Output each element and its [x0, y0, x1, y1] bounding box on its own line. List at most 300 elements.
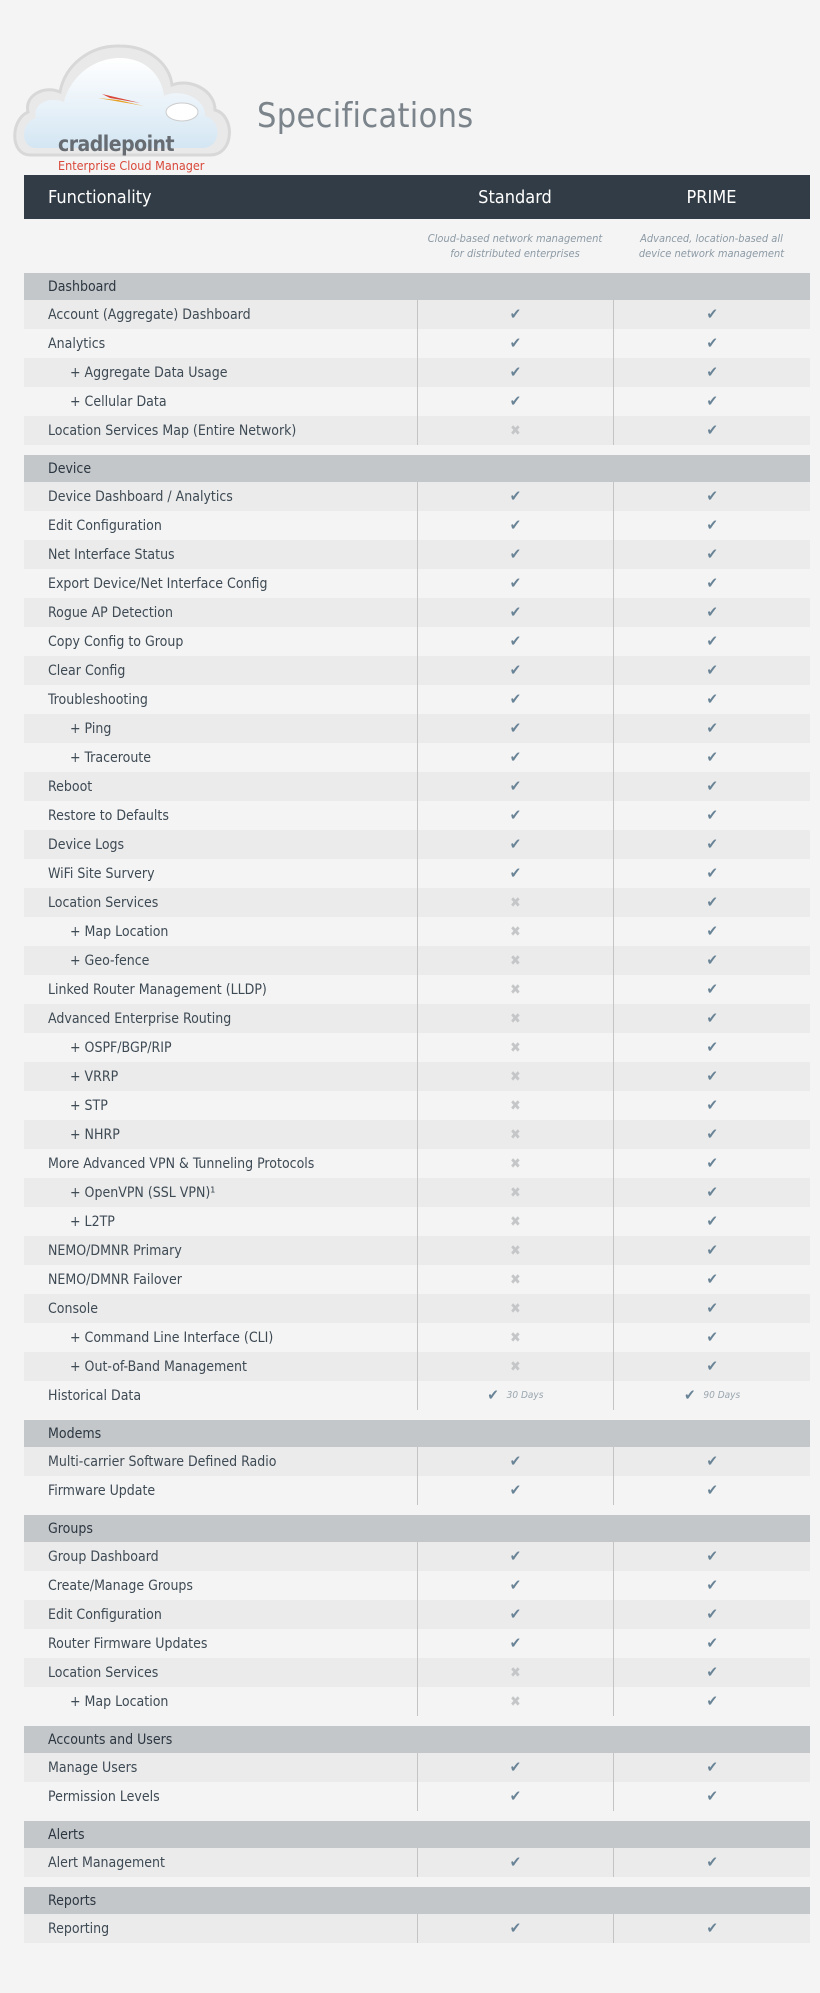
check-icon: ✔	[706, 690, 718, 708]
check-icon: ✔	[509, 545, 522, 563]
table-row	[24, 685, 810, 714]
feature-label: + STP	[70, 1097, 108, 1114]
section-rows	[24, 1848, 810, 1877]
standard-cell	[417, 416, 614, 445]
check-icon: ✔	[706, 922, 718, 940]
check-icon: ✔	[509, 806, 522, 824]
check-icon: ✔	[706, 719, 718, 737]
prime-cell	[613, 1323, 810, 1352]
spec-table	[24, 175, 810, 1953]
check-icon: ✔	[706, 421, 718, 439]
logo	[10, 40, 240, 173]
feature-label: Firmware Update	[48, 1482, 156, 1499]
prime-cell	[613, 1542, 810, 1571]
feature-label: Multi-carrier Software Defined Radio	[48, 1453, 277, 1470]
standard-cell	[417, 685, 614, 714]
prime-cell	[613, 946, 810, 975]
table-row	[24, 1004, 810, 1033]
header-standard: Standard	[478, 186, 552, 208]
check-icon: ✔	[684, 1386, 696, 1404]
prime-cell	[613, 329, 810, 358]
prime-cell	[613, 1265, 810, 1294]
standard-cell	[417, 1687, 614, 1716]
standard-cell	[417, 1004, 614, 1033]
table-row	[24, 975, 810, 1004]
prime-cell	[613, 1236, 810, 1265]
check-icon: ✔	[509, 1787, 522, 1805]
cross-icon: ✖	[510, 1010, 521, 1027]
table-row	[24, 1062, 810, 1091]
check-icon: ✔	[509, 835, 522, 853]
standard-cell	[417, 1149, 614, 1178]
section-title: Dashboard	[24, 273, 810, 300]
standard-cell	[417, 656, 614, 685]
check-icon: ✔	[706, 1452, 718, 1470]
feature-label: Account (Aggregate) Dashboard	[48, 306, 251, 323]
check-icon: ✔	[509, 1634, 522, 1652]
check-icon: ✔	[706, 516, 718, 534]
table-row	[24, 1178, 810, 1207]
prime-cell	[613, 1149, 810, 1178]
check-icon: ✔	[706, 864, 718, 882]
check-icon: ✔	[706, 363, 718, 381]
check-icon: ✔	[706, 1547, 718, 1565]
table-row	[24, 1782, 810, 1811]
prime-cell	[613, 859, 810, 888]
section-rows	[24, 1447, 810, 1505]
standard-cell	[417, 888, 614, 917]
check-icon: ✔	[706, 1096, 718, 1114]
check-icon: ✔	[706, 1125, 718, 1143]
section-reports	[24, 1887, 810, 1943]
feature-label: NEMO/DMNR Failover	[48, 1271, 182, 1288]
section-title: Accounts and Users	[24, 1726, 810, 1753]
cross-icon: ✖	[510, 894, 521, 911]
prime-cell	[613, 1447, 810, 1476]
cross-icon: ✖	[510, 1068, 521, 1085]
table-row	[24, 416, 810, 445]
cross-icon: ✖	[510, 1155, 521, 1172]
feature-label: Linked Router Management (LLDP)	[48, 981, 267, 998]
cross-icon: ✖	[510, 952, 521, 969]
cross-icon: ✖	[510, 1097, 521, 1114]
feature-label: + Command Line Interface (CLI)	[70, 1329, 274, 1346]
check-icon: ✔	[509, 334, 522, 352]
feature-label: + Traceroute	[70, 749, 151, 766]
prime-cell	[613, 1914, 810, 1943]
section-modems	[24, 1420, 810, 1505]
section-rows	[24, 1914, 810, 1943]
standard-cell	[417, 1476, 614, 1505]
table-row	[24, 917, 810, 946]
table-row	[24, 714, 810, 743]
plan-descriptions	[24, 219, 810, 273]
prime-cell	[613, 975, 810, 1004]
check-icon: ✔	[509, 516, 522, 534]
logo-brand: cradlepoint	[58, 132, 175, 156]
standard-cell	[417, 1294, 614, 1323]
section-groups	[24, 1515, 810, 1716]
check-icon: ✔	[706, 487, 718, 505]
prime-cell	[613, 511, 810, 540]
prime-cell	[613, 358, 810, 387]
table-row	[24, 656, 810, 685]
check-icon: ✔	[706, 1009, 718, 1027]
feature-label: Historical Data	[48, 1387, 142, 1404]
standard-cell	[417, 801, 614, 830]
feature-label: Edit Configuration	[48, 1606, 162, 1623]
check-icon: ✔	[509, 748, 522, 766]
table-row	[24, 1265, 810, 1294]
table-row	[24, 598, 810, 627]
standard-cell	[417, 627, 614, 656]
check-icon: ✔	[509, 487, 522, 505]
feature-label: Manage Users	[48, 1759, 138, 1776]
prime-description: Advanced, location-based all device network management	[638, 232, 785, 260]
standard-cell	[417, 569, 614, 598]
standard-cell	[417, 1600, 614, 1629]
check-icon: ✔	[509, 392, 522, 410]
prime-cell	[613, 772, 810, 801]
check-icon: ✔	[706, 1067, 718, 1085]
standard-cell	[417, 772, 614, 801]
feature-label: Rogue AP Detection	[48, 604, 173, 621]
standard-cell	[417, 1265, 614, 1294]
section-accounts-and-users	[24, 1726, 810, 1811]
feature-label: + Map Location	[70, 1693, 169, 1710]
cross-icon: ✖	[510, 1271, 521, 1288]
feature-label: Clear Config	[48, 662, 126, 679]
prime-cell	[613, 743, 810, 772]
feature-label: Console	[48, 1300, 99, 1317]
prime-cell	[613, 1207, 810, 1236]
section-title: Reports	[24, 1887, 810, 1914]
prime-cell	[613, 1658, 810, 1687]
check-icon: ✔	[706, 392, 718, 410]
cross-icon: ✖	[510, 1329, 521, 1346]
table-row	[24, 1447, 810, 1476]
feature-label: More Advanced VPN & Tunneling Protocols	[48, 1155, 315, 1172]
standard-cell	[417, 917, 614, 946]
feature-label: Permission Levels	[48, 1788, 160, 1805]
table-row	[24, 358, 810, 387]
section-rows	[24, 1542, 810, 1716]
prime-cell	[613, 300, 810, 329]
prime-note: 90 Days	[703, 1390, 741, 1401]
section-rows	[24, 300, 810, 445]
table-row	[24, 1476, 810, 1505]
check-icon: ✔	[706, 1787, 718, 1805]
check-icon: ✔	[706, 748, 718, 766]
prime-cell	[613, 1352, 810, 1381]
standard-cell	[417, 1447, 614, 1476]
check-icon: ✔	[706, 1692, 718, 1710]
table-row	[24, 1658, 810, 1687]
check-icon: ✔	[487, 1386, 499, 1404]
feature-label: + Cellular Data	[70, 393, 167, 410]
standard-cell	[417, 1782, 614, 1811]
cross-icon: ✖	[510, 1039, 521, 1056]
feature-label: + NHRP	[70, 1126, 120, 1143]
standard-cell	[417, 830, 614, 859]
check-icon: ✔	[509, 632, 522, 650]
check-icon: ✔	[706, 661, 718, 679]
prime-cell	[613, 685, 810, 714]
prime-cell	[613, 1294, 810, 1323]
prime-cell	[613, 656, 810, 685]
table-row	[24, 1091, 810, 1120]
feature-label: + Out-of-Band Management	[70, 1358, 247, 1375]
prime-cell	[613, 888, 810, 917]
check-icon: ✔	[706, 1576, 718, 1594]
table-row	[24, 1571, 810, 1600]
feature-label: Edit Configuration	[48, 517, 162, 534]
check-icon: ✔	[706, 1183, 718, 1201]
standard-cell	[417, 358, 614, 387]
check-icon: ✔	[509, 1758, 522, 1776]
section-title: Groups	[24, 1515, 810, 1542]
table-row	[24, 1542, 810, 1571]
feature-label: Reporting	[48, 1920, 110, 1937]
check-icon: ✔	[706, 545, 718, 563]
standard-cell	[417, 329, 614, 358]
table-row	[24, 888, 810, 917]
standard-cell	[417, 1629, 614, 1658]
feature-label: + OpenVPN (SSL VPN)¹	[70, 1184, 216, 1201]
prime-cell	[613, 1600, 810, 1629]
check-icon: ✔	[509, 603, 522, 621]
feature-label: + Aggregate Data Usage	[70, 364, 228, 381]
check-icon: ✔	[706, 632, 718, 650]
prime-cell	[613, 1381, 810, 1410]
standard-cell	[417, 1381, 614, 1410]
prime-cell	[613, 1753, 810, 1782]
check-icon: ✔	[706, 1270, 718, 1288]
standard-cell	[417, 540, 614, 569]
prime-cell	[613, 1120, 810, 1149]
feature-label: Net Interface Status	[48, 546, 175, 563]
prime-cell	[613, 598, 810, 627]
standard-cell	[417, 1236, 614, 1265]
prime-cell	[613, 801, 810, 830]
check-icon: ✔	[706, 1853, 718, 1871]
standard-cell	[417, 1323, 614, 1352]
check-icon: ✔	[706, 1241, 718, 1259]
check-icon: ✔	[706, 1038, 718, 1056]
check-icon: ✔	[706, 1154, 718, 1172]
table-row	[24, 1753, 810, 1782]
check-icon: ✔	[509, 719, 522, 737]
prime-cell	[613, 1571, 810, 1600]
check-icon: ✔	[706, 603, 718, 621]
standard-cell	[417, 1062, 614, 1091]
feature-label: Device Dashboard / Analytics	[48, 488, 233, 505]
cross-icon: ✖	[510, 1693, 521, 1710]
feature-label: Alert Management	[48, 1854, 165, 1871]
table-row	[24, 569, 810, 598]
standard-cell	[417, 1914, 614, 1943]
check-icon: ✔	[706, 980, 718, 998]
table-row	[24, 300, 810, 329]
check-icon: ✔	[706, 893, 718, 911]
table-row	[24, 772, 810, 801]
prime-cell	[613, 540, 810, 569]
feature-label: Router Firmware Updates	[48, 1635, 208, 1652]
feature-label: Group Dashboard	[48, 1548, 159, 1565]
table-row	[24, 1207, 810, 1236]
table-row	[24, 859, 810, 888]
cross-icon: ✖	[510, 923, 521, 940]
check-icon: ✔	[509, 864, 522, 882]
prime-cell	[613, 1004, 810, 1033]
feature-label: + OSPF/BGP/RIP	[70, 1039, 172, 1056]
prime-cell	[613, 482, 810, 511]
standard-cell	[417, 1753, 614, 1782]
check-icon: ✔	[509, 363, 522, 381]
standard-cell	[417, 1658, 614, 1687]
check-icon: ✔	[706, 1481, 718, 1499]
check-icon: ✔	[509, 1452, 522, 1470]
feature-label: Export Device/Net Interface Config	[48, 575, 268, 592]
check-icon: ✔	[509, 1547, 522, 1565]
prime-cell	[613, 416, 810, 445]
table-row	[24, 1914, 810, 1943]
check-icon: ✔	[706, 1634, 718, 1652]
standard-cell	[417, 1571, 614, 1600]
feature-label: + Ping	[70, 720, 112, 737]
check-icon: ✔	[706, 1212, 718, 1230]
feature-label: Restore to Defaults	[48, 807, 169, 824]
table-row	[24, 627, 810, 656]
cross-icon: ✖	[510, 1184, 521, 1201]
cross-icon: ✖	[510, 1126, 521, 1143]
prime-cell	[613, 1848, 810, 1877]
table-row	[24, 1629, 810, 1658]
prime-cell	[613, 1629, 810, 1658]
table-row	[24, 1848, 810, 1877]
table-row	[24, 801, 810, 830]
check-icon: ✔	[509, 305, 522, 323]
prime-cell	[613, 1033, 810, 1062]
table-row	[24, 329, 810, 358]
standard-cell	[417, 1033, 614, 1062]
logo-product: Enterprise Cloud Manager	[58, 158, 205, 173]
standard-note: 30 Days	[506, 1390, 544, 1401]
section-title: Modems	[24, 1420, 810, 1447]
table-row	[24, 1033, 810, 1062]
table-row	[24, 1120, 810, 1149]
table-row	[24, 1236, 810, 1265]
prime-cell	[613, 387, 810, 416]
check-icon: ✔	[706, 1605, 718, 1623]
cross-icon: ✖	[510, 1242, 521, 1259]
check-icon: ✔	[706, 1663, 718, 1681]
check-icon: ✔	[509, 690, 522, 708]
standard-cell	[417, 1848, 614, 1877]
feature-label: Location Services	[48, 894, 159, 911]
table-row	[24, 1149, 810, 1178]
feature-label: Location Services Map (Entire Network)	[48, 422, 297, 439]
prime-cell	[613, 917, 810, 946]
feature-label: + Map Location	[70, 923, 169, 940]
cross-icon: ✖	[510, 1213, 521, 1230]
header-prime: PRIME	[686, 186, 737, 208]
cross-icon: ✖	[510, 1358, 521, 1375]
check-icon: ✔	[509, 1853, 522, 1871]
cross-icon: ✖	[510, 422, 521, 439]
standard-cell	[417, 975, 614, 1004]
feature-label: Device Logs	[48, 836, 125, 853]
prime-cell	[613, 1782, 810, 1811]
standard-cell	[417, 859, 614, 888]
table-row	[24, 540, 810, 569]
feature-label: Location Services	[48, 1664, 159, 1681]
prime-cell	[613, 1476, 810, 1505]
standard-cell	[417, 743, 614, 772]
standard-cell	[417, 1542, 614, 1571]
table-row	[24, 511, 810, 540]
check-icon: ✔	[509, 1576, 522, 1594]
standard-cell	[417, 482, 614, 511]
feature-label: + VRRP	[70, 1068, 119, 1085]
check-icon: ✔	[706, 1299, 718, 1317]
table-row	[24, 946, 810, 975]
feature-label: WiFi Site Survery	[48, 865, 155, 882]
section-title: Alerts	[24, 1821, 810, 1848]
section-rows	[24, 482, 810, 1410]
standard-description: Cloud-based network management for distributed enterprises	[427, 232, 603, 260]
check-icon: ✔	[706, 1357, 718, 1375]
prime-cell	[613, 1091, 810, 1120]
standard-cell	[417, 300, 614, 329]
prime-cell	[613, 569, 810, 598]
feature-label: Create/Manage Groups	[48, 1577, 193, 1594]
standard-cell	[417, 946, 614, 975]
table-row	[24, 1687, 810, 1716]
standard-cell	[417, 598, 614, 627]
cross-icon: ✖	[510, 1300, 521, 1317]
check-icon: ✔	[509, 574, 522, 592]
table-row	[24, 830, 810, 859]
section-title: Device	[24, 455, 810, 482]
table-row	[24, 743, 810, 772]
standard-cell	[417, 511, 614, 540]
check-icon: ✔	[509, 1919, 522, 1937]
feature-label: Reboot	[48, 778, 93, 795]
check-icon: ✔	[706, 835, 718, 853]
check-icon: ✔	[509, 1481, 522, 1499]
check-icon: ✔	[706, 806, 718, 824]
table-row	[24, 1381, 810, 1410]
check-icon: ✔	[509, 1605, 522, 1623]
section-device	[24, 455, 810, 1410]
sections	[24, 273, 810, 1943]
table-row	[24, 1352, 810, 1381]
check-icon: ✔	[706, 305, 718, 323]
check-icon: ✔	[706, 777, 718, 795]
prime-cell	[613, 1062, 810, 1091]
check-icon: ✔	[706, 951, 718, 969]
standard-cell	[417, 1207, 614, 1236]
feature-label: Troubleshooting	[48, 691, 148, 708]
table-row	[24, 387, 810, 416]
standard-cell	[417, 387, 614, 416]
section-dashboard	[24, 273, 810, 445]
feature-label: Copy Config to Group	[48, 633, 184, 650]
table-row	[24, 1294, 810, 1323]
standard-cell	[417, 1120, 614, 1149]
cross-icon: ✖	[510, 1664, 521, 1681]
